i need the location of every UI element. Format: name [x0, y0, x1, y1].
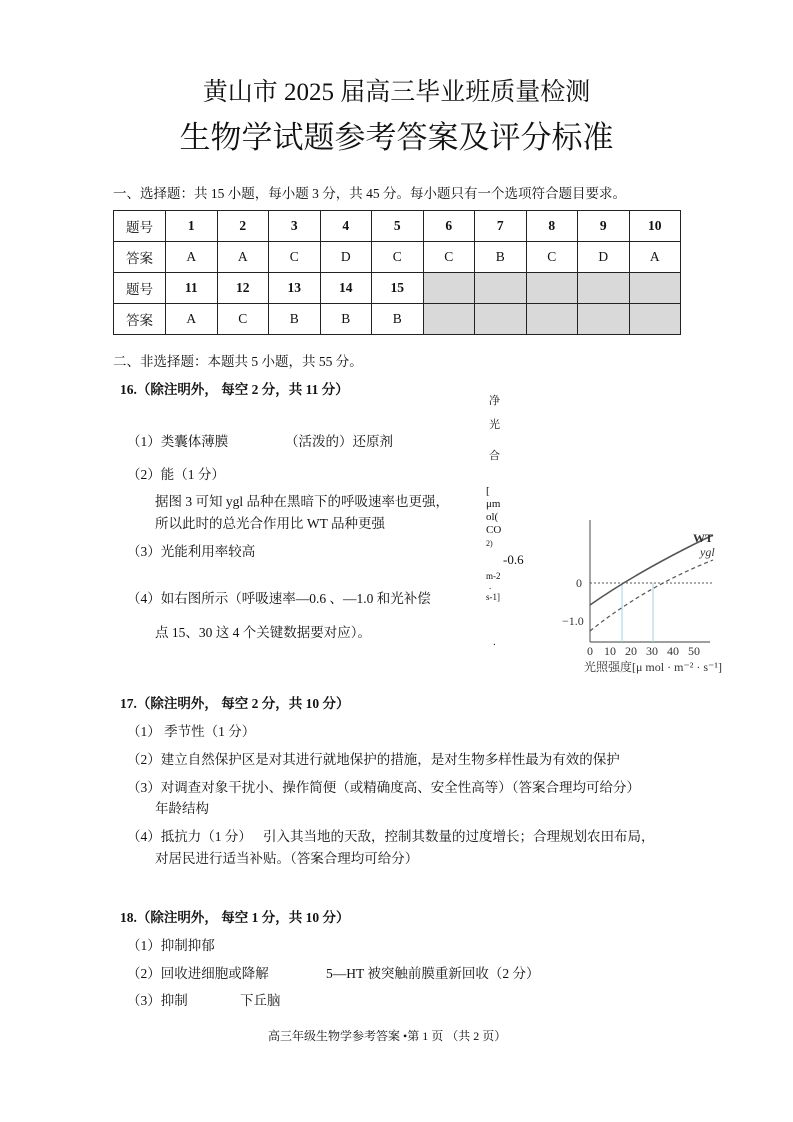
- empty-cell: [526, 304, 578, 335]
- table-cell: 14: [320, 273, 372, 304]
- row-label: 答案: [114, 242, 166, 273]
- row-label: 题号: [114, 211, 166, 242]
- document-subtitle: 生物学试题参考答案及评分标准: [179, 120, 614, 155]
- q16-heading: 16.（除注明外， 每空 2 分，共 11 分）: [120, 382, 349, 397]
- x-axis-label: 光照强度[μ mol · m⁻² · s⁻¹]: [584, 660, 722, 674]
- row-label: 答案: [114, 304, 166, 335]
- x-tick: 20: [625, 644, 637, 658]
- q16-answer-4b: 点 15、30 这 4 个关键数据要对应）。: [155, 625, 371, 640]
- ygl-curve: [590, 560, 713, 631]
- q18-answer-3b: 下丘脑: [240, 993, 281, 1008]
- empty-cell: [423, 304, 475, 335]
- y-tick-0: 0: [576, 576, 582, 590]
- empty-cell: [578, 273, 630, 304]
- x-tick: 50: [688, 644, 700, 658]
- q17-answer-4c: 对居民进行适当补贴。（答案合理均可给分）: [155, 851, 419, 866]
- table-cell: 5: [372, 211, 424, 242]
- y-unit-2: μm: [486, 498, 501, 510]
- table-cell: 7: [475, 211, 527, 242]
- table-cell: 8: [526, 211, 578, 242]
- row-label: 题号: [114, 273, 166, 304]
- table-cell: D: [320, 242, 372, 273]
- empty-cell: [423, 273, 475, 304]
- q16-answer-1b: （活泼的）还原剂: [285, 434, 393, 449]
- table-row: [114, 304, 681, 335]
- table-cell: C: [372, 242, 424, 273]
- section1-heading: 一、选择题：共 15 小题，每小题 3 分，共 45 分。每小题只有一个选项符合题目要求。: [113, 186, 626, 201]
- q16-answer-2: （2）能（1 分）: [127, 467, 225, 482]
- y-unit-8: s-1]: [486, 592, 500, 602]
- table-cell: 1: [166, 211, 218, 242]
- table-cell: D: [578, 242, 630, 273]
- table-cell: A: [166, 242, 218, 273]
- y-tick-neg1: −1.0: [562, 614, 584, 628]
- photosynthesis-graph: [560, 515, 730, 680]
- table-cell: 11: [166, 273, 218, 304]
- q17-heading: 17.（除注明外， 每空 2 分，共 10 分）: [120, 696, 350, 711]
- y-unit-7: .: [489, 581, 492, 591]
- page-footer: 高三年级生物学参考答案 •第 1 页 （共 2 页）: [268, 1029, 507, 1043]
- y-axis-label-3: 合: [489, 450, 500, 462]
- q16-answer-3: （3）光能利用率较高: [127, 544, 256, 559]
- table-cell: C: [217, 304, 269, 335]
- x-tick: 30: [646, 644, 658, 658]
- empty-cell: [475, 273, 527, 304]
- y-note: -0.6: [503, 552, 524, 567]
- y-unit-4: CO: [486, 524, 502, 536]
- q18-answer-3a: （3）抑制: [127, 993, 188, 1008]
- answer-table: [113, 210, 681, 335]
- legend-ygl: ygl: [700, 545, 715, 559]
- table-cell: 13: [269, 273, 321, 304]
- table-cell: C: [269, 242, 321, 273]
- table-cell: B: [269, 304, 321, 335]
- q16-answer-2b: 据图 3 可知 ygl 品种在黑暗下的呼吸速率也更强，: [155, 494, 450, 509]
- q17-answer-4a: （4）抵抗力（1 分）: [127, 829, 252, 844]
- table-cell: 9: [578, 211, 630, 242]
- q16-answer-2c: 所以此时的总光合作用比 WT 品种更强: [155, 516, 385, 531]
- table-cell: 6: [423, 211, 475, 242]
- table-cell: B: [372, 304, 424, 335]
- table-cell: 2: [217, 211, 269, 242]
- q18-answer-2b: 5—HT 被突触前膜重新回收（2 分）: [326, 966, 540, 981]
- q16-answer-1a: （1）类囊体薄膜: [127, 434, 229, 449]
- table-cell: C: [423, 242, 475, 273]
- table-cell: 4: [320, 211, 372, 242]
- table-cell: A: [629, 242, 681, 273]
- document-title: 黄山市 2025 届高三毕业班质量检测: [202, 79, 591, 106]
- empty-cell: [629, 273, 681, 304]
- q18-answer-2a: （2）回收进细胞或降解: [127, 966, 269, 981]
- y-axis-label-2: 光: [489, 419, 500, 431]
- q17-answer-4b: 引入其当地的天敌，控制其数量的过度增长；合理规划农田布局，: [263, 829, 655, 844]
- empty-cell: [526, 273, 578, 304]
- table-cell: 10: [629, 211, 681, 242]
- y-unit-3: ol(: [486, 511, 499, 523]
- y-unit-6: m-2: [486, 571, 501, 581]
- dot: .: [493, 636, 496, 648]
- q18-answer-1: （1）抑制抑郁: [127, 938, 215, 953]
- legend-wt: WT: [693, 531, 714, 545]
- table-cell: 12: [217, 273, 269, 304]
- table-cell: 3: [269, 211, 321, 242]
- table-row: [114, 211, 681, 242]
- q17-answer-2: （2）建立自然保护区是对其进行就地保护的措施，是对生物多样性最为有效的保护: [127, 752, 620, 767]
- q17-answer-1: （1） 季节性（1 分）: [127, 724, 256, 739]
- x-tick: 10: [604, 644, 616, 658]
- empty-cell: [475, 304, 527, 335]
- x-tick: 0: [587, 644, 593, 658]
- empty-cell: [629, 304, 681, 335]
- y-axis-label-1: 净: [489, 395, 500, 407]
- q16-answer-4: （4）如右图所示（呼吸速率—0.6 、—1.0 和光补偿: [127, 591, 431, 606]
- table-cell: A: [166, 304, 218, 335]
- y-unit-5: 2): [486, 539, 493, 548]
- table-row: [114, 242, 681, 273]
- table-row: [114, 273, 681, 304]
- q17-answer-3b: 年龄结构: [155, 801, 209, 816]
- table-cell: B: [320, 304, 372, 335]
- table-cell: B: [475, 242, 527, 273]
- table-cell: 15: [372, 273, 424, 304]
- y-unit-1: [: [486, 485, 490, 497]
- q17-answer-3: （3）对调查对象干扰小、操作简便（或精确度高、安全性高等）（答案合理均可给分）: [127, 780, 640, 795]
- wt-curve: [590, 535, 713, 605]
- table-cell: C: [526, 242, 578, 273]
- section2-heading: 二、非选择题：本题共 5 小题，共 55 分。: [113, 354, 363, 369]
- table-cell: A: [217, 242, 269, 273]
- x-tick: 40: [667, 644, 679, 658]
- empty-cell: [578, 304, 630, 335]
- q18-heading: 18.（除注明外， 每空 1 分，共 10 分）: [120, 910, 350, 925]
